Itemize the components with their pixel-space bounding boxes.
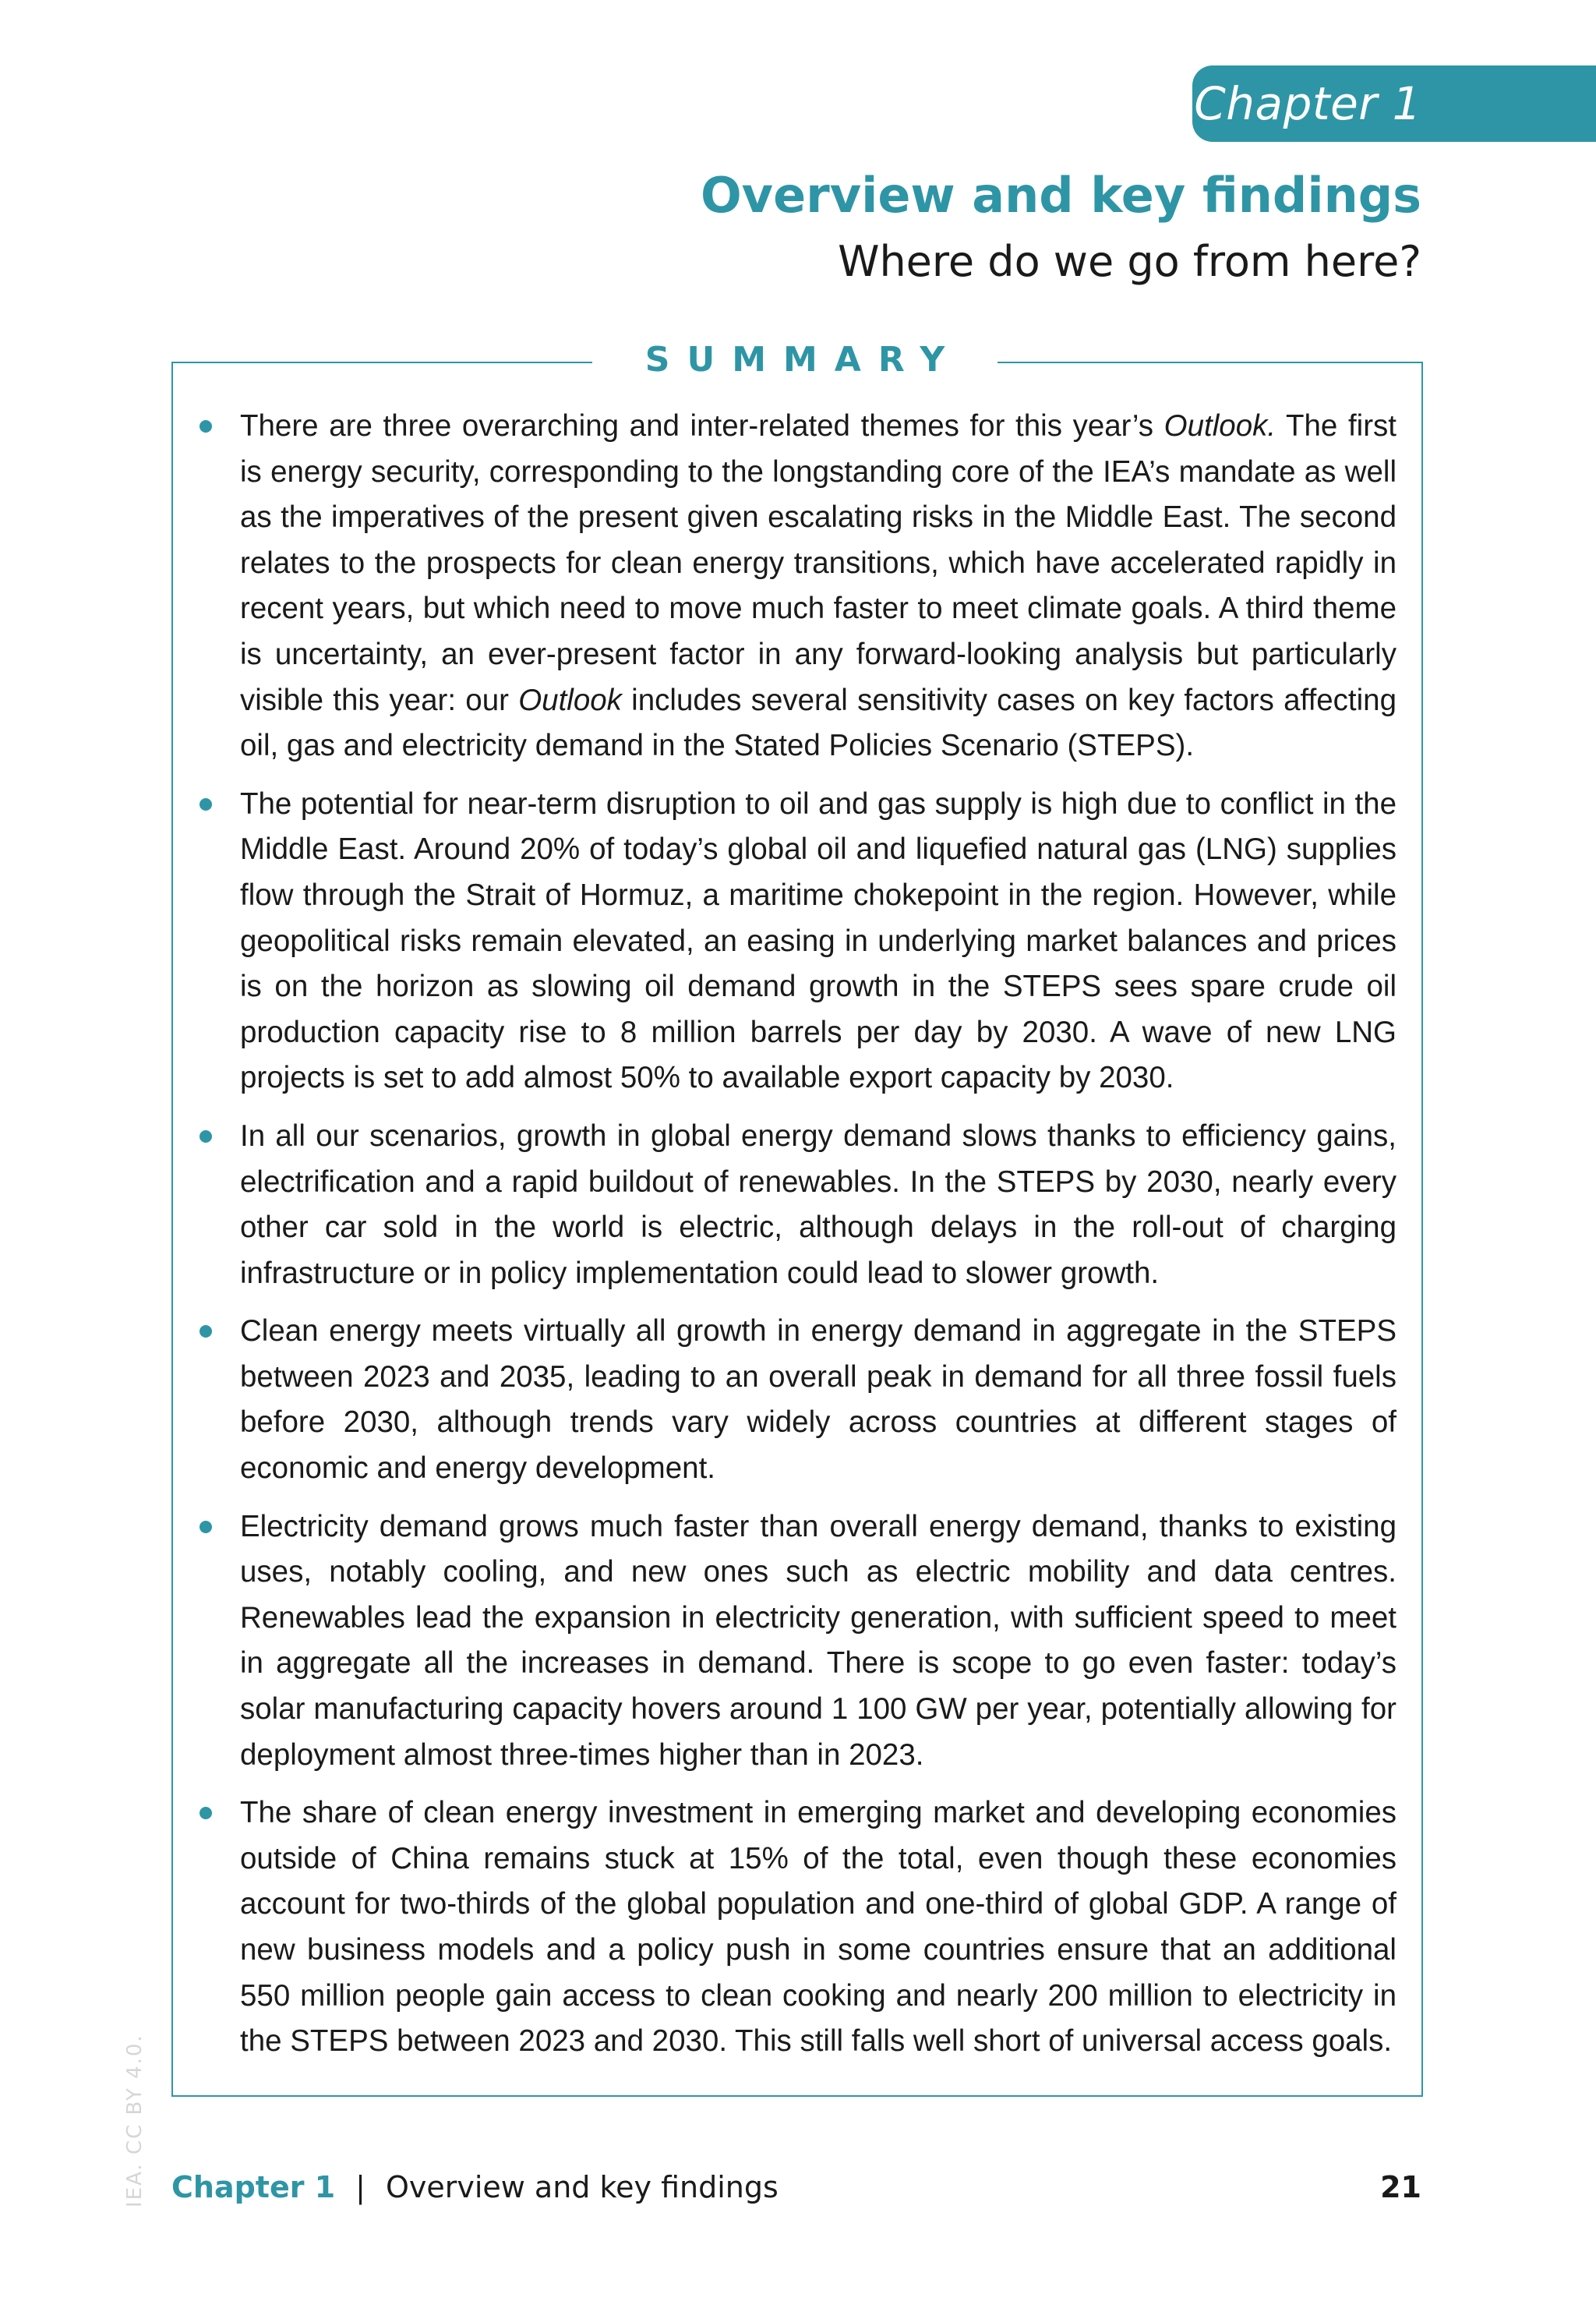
page-title: Overview and key findings [700,167,1421,224]
bullet-emphasis: Outlook [518,683,622,717]
page-number: 21 [1380,2170,1421,2204]
bullet-dot-icon [200,1325,212,1338]
chapter-tab [1192,65,1596,142]
summary-bullet [196,404,1396,769]
summary-bullet [196,1309,1396,1491]
bullet-text: Clean energy meets virtually all growth in energy demand in aggregate in the STEPS between 2023 and 2035, leading to an overall peak in demand for all three fossil fuels before 2030, although trends vary widely across countries at different stages of economic and energy development. [240,1314,1396,1486]
bullet-emphasis: Outlook. [1163,409,1276,443]
bullet-dot-icon [200,1807,212,1819]
bullet-text: The potential for near-term disruption to oil and gas supply is high due to conflict in the Middle East. Around 20% of today’s global oil and liquefied natural gas (LNG) supplies flow through the Strait of Hormuz, a maritime chokepoint in the region. However, while geopolitical risks remain elevated, an easing in underlying market balances and prices is on the horizon as slowing oil demand growth in the STEPS sees spare crude oil production capacity rise to 8 million barrels per day by 2030. A wave of new LNG projects is set to add almost 50% to available export capacity by 2030. [240,786,1396,1095]
summary-heading: SUMMARY [592,340,998,380]
summary-bullet-list [196,404,1396,2077]
bullet-text: includes several sensitivity cases on key factors affecting oil, gas and electricity demand in the Stated Policies Scenario (STEPS). [240,683,1396,763]
bullet-text: The first is energy security, corresponding to the longstanding core of the IEA’s mandate as well as the imperatives of the present given escalating risks in the Middle East. The second relates to the prospects for clean energy transitions, which have accelerated rapidly in recent years, but which need to move much faster to meet climate goals. A third theme is uncertainty, an ever-present factor in any forward-looking analysis but particularly visible this year: our [240,409,1396,717]
page-subtitle: Where do we go from here? [838,237,1421,286]
summary-bullet [196,1790,1396,2065]
footer-separator: | [355,2170,365,2204]
summary-bullet [196,1504,1396,1779]
bullet-dot-icon [200,1521,212,1533]
summary-bullet [196,1114,1396,1296]
page-footer [171,2165,1421,2209]
bullet-text: In all our scenarios, growth in global energy demand slows thanks to efficiency gains, electrification and a rapid buildout of renewables. In the STEPS by 2030, nearly every other car sold in the world is electric, although delays in the roll-out of charging infrastructure or in policy implementation could lead to slower growth. [240,1119,1396,1290]
bullet-dot-icon [200,1130,212,1143]
footer-chapter: Chapter 1 [171,2170,336,2204]
bullet-dot-icon [200,420,212,433]
bullet-dot-icon [200,798,212,811]
bullet-text: Electricity demand grows much faster than overall energy demand, thanks to existing uses, notably cooling, and new ones such as electric mobility and data centres. Renewables lead the expansion in electricity generation, with sufficient speed to meet in aggregate all the increases in demand. There is scope to go even faster: today’s solar manufacturing capacity hovers around 1 100 GW per year, potentially allowing for deployment almost three-times higher than in 2023. [240,1509,1396,1772]
license-credit: IEA. CC BY 4.0. [123,2034,147,2207]
summary-bullet [196,782,1396,1101]
bullet-text: There are three overarching and inter-related themes for this year’s [240,409,1164,443]
footer-title: Overview and key findings [385,2170,779,2204]
bullet-text: The share of clean energy investment in emerging market and developing economies outside of China remains stuck at 15% of the total, even though these economies account for two-thirds of the global population and one-third of global GDP. A range of new business models and a policy push in some countries ensure that an additional 550 million people gain access to clean cooking and nearly 200 million to electricity in the STEPS between 2023 and 2030. This still falls well short of universal access goals. [240,1796,1396,2059]
chapter-tab-label: Chapter 1 [1194,77,1421,130]
